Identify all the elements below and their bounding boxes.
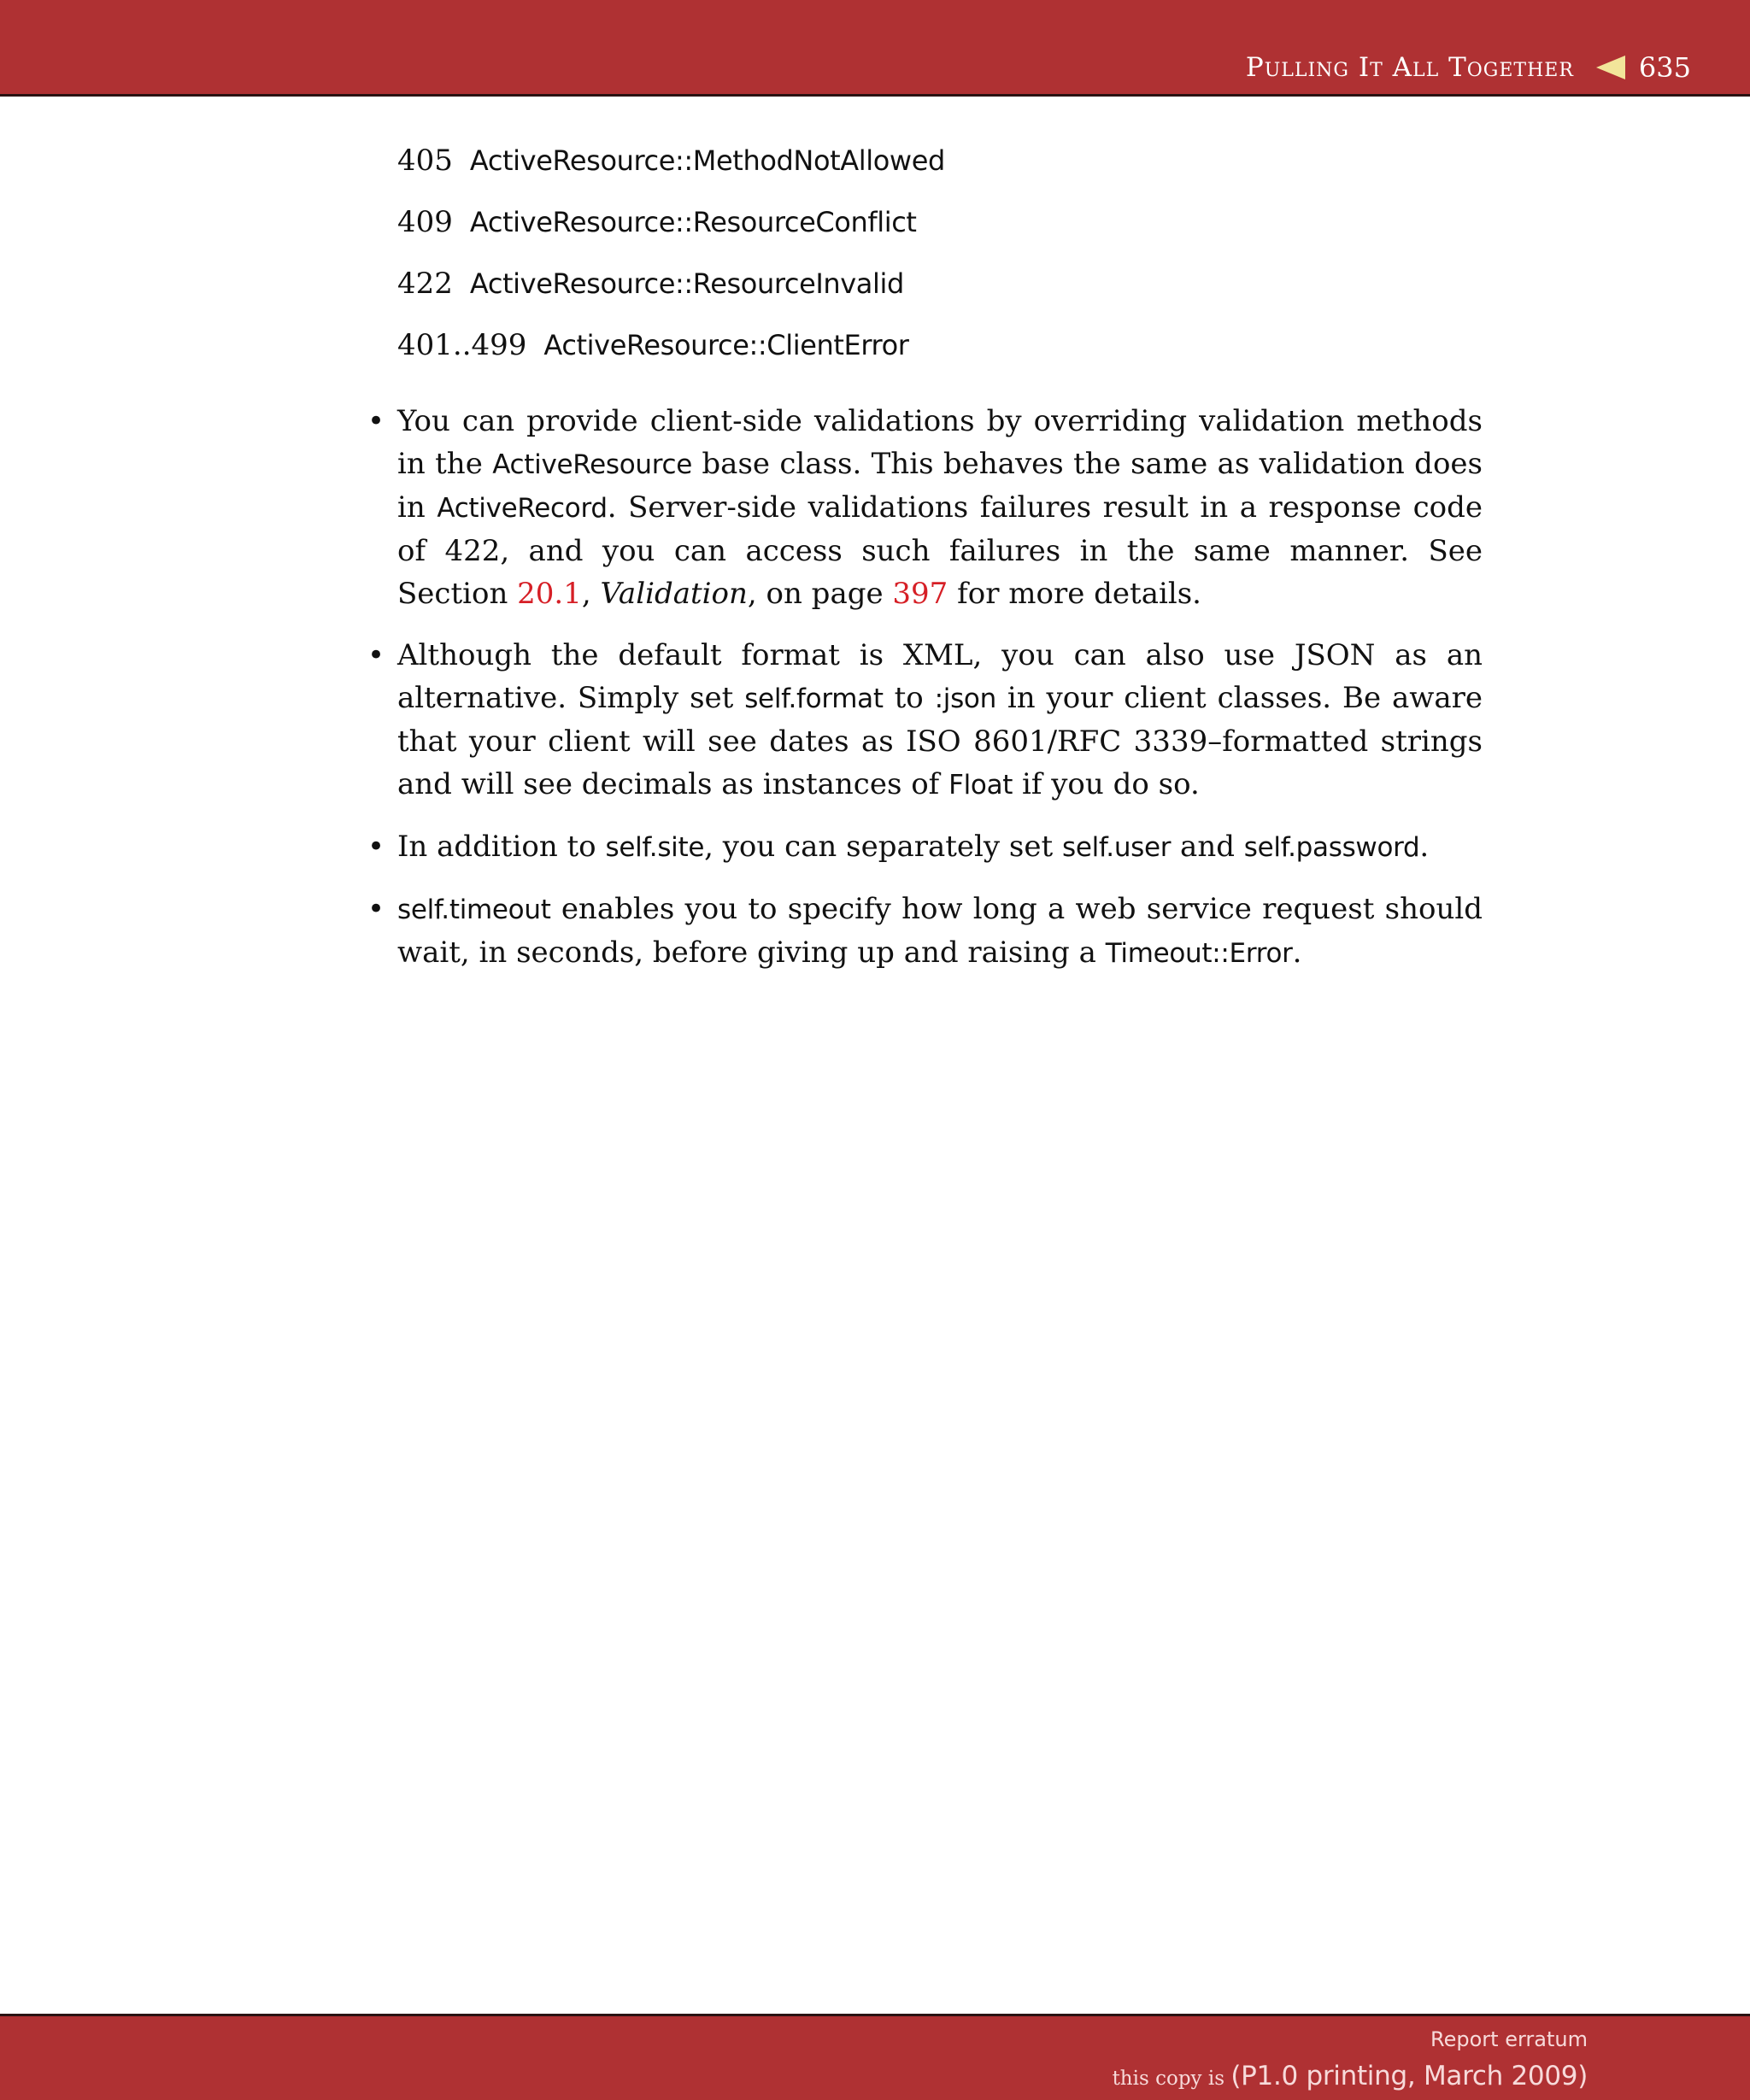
code-term: ActiveResource xyxy=(492,449,693,480)
code-term: self.format xyxy=(744,683,884,714)
exception-class: ActiveResource::ResourceConflict xyxy=(469,206,917,238)
text-run: if you do so. xyxy=(1013,767,1200,801)
exception-class: ActiveResource::ResourceInvalid xyxy=(469,267,904,300)
chapter-title: Pulling It All Together xyxy=(1245,52,1574,83)
status-code-row xyxy=(367,328,1483,390)
text-run: . xyxy=(1419,830,1430,864)
exception-class: ActiveResource::ClientError xyxy=(543,329,909,361)
code-term: Float xyxy=(948,770,1013,801)
code-term: :json xyxy=(934,683,996,714)
page-header-bar xyxy=(0,0,1750,97)
text-run: to xyxy=(883,681,935,715)
text-run: enables you to specify how long a web service request should wait, in seconds, before giving up and raising a xyxy=(397,892,1483,970)
status-code-row xyxy=(367,267,1483,328)
bullet-timeout xyxy=(367,888,1483,975)
text-run: . Server-side validations failures result in a response code of 422, and you can access such failures in the same manner. See Section xyxy=(397,490,1483,611)
code-term: self.site xyxy=(605,832,705,863)
bullet-client-validations xyxy=(367,400,1483,615)
text-run: In addition to xyxy=(397,830,606,864)
status-code: 405 xyxy=(397,144,453,178)
status-code: 422 xyxy=(397,267,453,301)
text-run: in your client classes. Be aware that your client will see dates as ISO 8601/RFC 3339–formatted strings and will see decimals as instances of xyxy=(397,681,1483,801)
bullet-credentials xyxy=(367,825,1483,869)
status-code-row xyxy=(367,205,1483,267)
exception-class: ActiveResource::MethodNotAllowed xyxy=(469,144,945,177)
text-run: base class. This behaves the same as validation does in xyxy=(397,447,1483,525)
page-number: 635 xyxy=(1638,51,1691,84)
left-pointing-triangle-icon[interactable] xyxy=(1596,56,1625,79)
running-head xyxy=(1246,51,1691,84)
report-erratum-link[interactable]: Report erratum xyxy=(1430,2027,1588,2051)
code-term: self.password xyxy=(1243,832,1420,863)
text-run: Although the default format is XML, you can also use JSON as an alternative. Simply set xyxy=(397,638,1483,715)
code-term: Timeout::Error xyxy=(1105,938,1293,969)
text-run: , xyxy=(581,577,601,611)
section-link[interactable]: 20.1 xyxy=(517,577,582,611)
text-run: . xyxy=(1292,936,1302,970)
status-code: 409 xyxy=(397,205,453,239)
printing-info: (P1.0 printing, March 2009) xyxy=(1230,2061,1588,2091)
page-footer-bar xyxy=(0,2014,1750,2100)
bullet-list xyxy=(367,400,1483,975)
text-run: for more details. xyxy=(948,577,1201,611)
status-code-row xyxy=(367,144,1483,205)
code-term: self.user xyxy=(1061,832,1172,863)
text-run: You can provide client-side validations by overriding validation methods in the xyxy=(397,404,1483,481)
bullet-json-format xyxy=(367,634,1483,807)
text-run: , you can separately set xyxy=(704,830,1062,864)
page-body xyxy=(367,144,1483,994)
copy-note xyxy=(1113,2061,1588,2091)
code-term: ActiveRecord xyxy=(437,493,608,524)
status-code: 401..499 xyxy=(397,328,527,362)
text-run: and xyxy=(1171,830,1244,864)
page-link[interactable]: 397 xyxy=(892,577,948,611)
copy-note-prefix: this copy is xyxy=(1112,2068,1231,2090)
code-term: self.timeout xyxy=(397,895,551,925)
text-run: , on page xyxy=(747,577,893,611)
status-code-list xyxy=(367,144,1483,390)
section-title: Validation xyxy=(600,577,748,611)
